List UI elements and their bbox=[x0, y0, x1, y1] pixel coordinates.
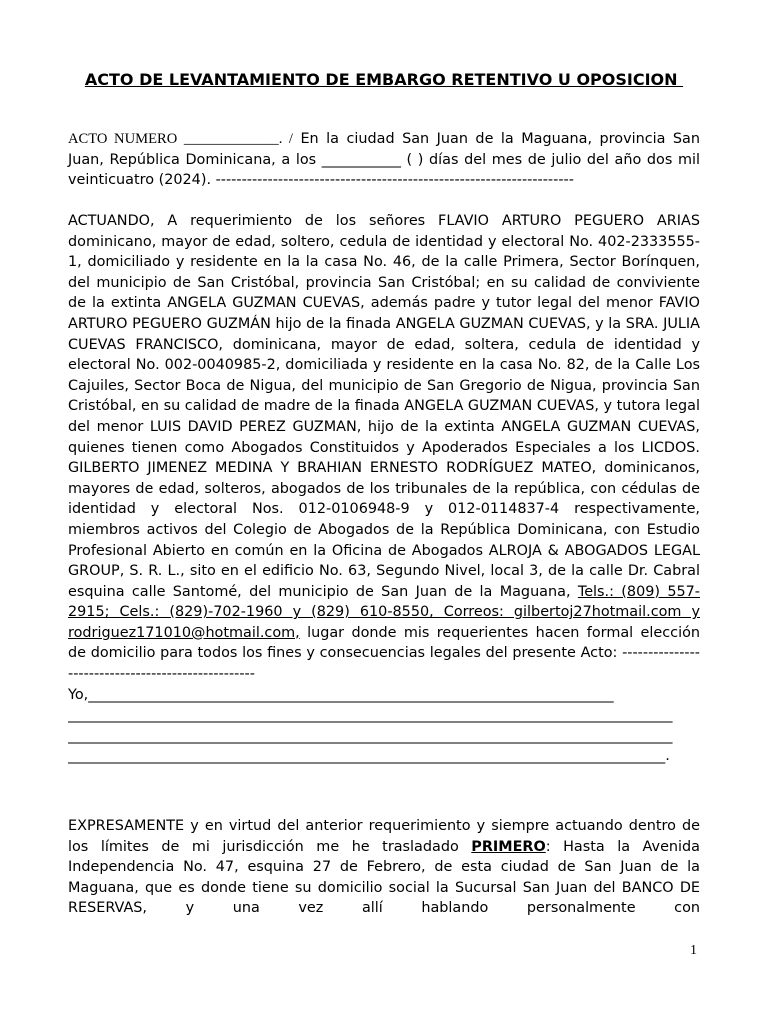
blank-line-3: ___________________________________________________________________________________. bbox=[68, 748, 670, 765]
paragraph-expresamente bbox=[68, 816, 700, 919]
paragraph-2-text-a: ACTUANDO, A requerimiento de los señores FLAVIO ARTURO PEGUERO ARIAS dominicano, mayor de edad, soltero, cedula de identidad y electoral No. 402-2333555-1, domiciliado y residente en la la casa No. 46, de la calle Primera, Sector Borínquen, del municipio de San Cristóbal, provincia San Cristóbal; en su calidad de conviviente de la extinta ANGELA GUZMAN CUEVAS, además padre y tutor legal del menor FAVIO ARTURO PEGUERO GUZMÁN hijo de la finada ANGELA GUZMAN CUEVAS, y la SRA. JULIA CUEVAS FRANCISCO, dominicana, mayor de edad, soltera, cedula de identidad y electoral No. 002-0040985-2, domiciliada y residente en la casa No. 82, de la Calle Los Cajuiles, Sector Boca de Nigua, del municipio de San Gregorio de Nigua, provincia San Cristóbal, en su calidad de madre de la finada ANGELA GUZMAN CUEVAS, y tutora legal del menor LUIS DAVID PEREZ GUZMAN, hijo de la extinta ANGELA GUZMAN CUEVAS, quienes tienen como Abogados Constituidos y Apoderados Especiales a los LICDOS. GILBERTO JIMENEZ MEDINA Y BRAHIAN ERNESTO RODRÍGUEZ MATEO, dominicanos, mayores de edad, solteros, abogados de los tribunales de la república, con cédulas de identidad y electoral Nos. 012-0106948-9 y 012-0114837-4 respectivamente, miembros activos del Colegio de Abogados de la República Dominicana, con Estudio Profesional Abierto en común en la Oficina de Abogados ALROJA & ABOGADOS LEGAL GROUP, S. R. L., sito en el edificio No. 63, Segundo Nivel, local 3, de la calle Dr. Cabral esquina calle Santomé, del municipio de San Juan de la Maguana, bbox=[68, 213, 700, 600]
paragraph-acto-numero bbox=[68, 129, 700, 191]
contact-info: Tels.: (809) 557-2915; Cels.: (829)-702-1960 y (829) 610-8550, Correos: gilbertoj27hotmail.com y rodriguez171010@hotmail.com, bbox=[68, 583, 700, 641]
yo-blank-line: Yo,_________________________________________________________________________ bbox=[68, 686, 614, 703]
blank-line-1: ____________________________________________________________________________________ bbox=[68, 707, 673, 724]
document-title: ACTO DE LEVANTAMIENTO DE EMBARGO RETENTIVO U OPOSICION bbox=[84, 70, 684, 89]
paragraph-actuando bbox=[68, 211, 700, 767]
primero-label: PRIMERO bbox=[471, 838, 546, 855]
paragraph-1-text: En la ciudad San Juan de la Maguana, provincia San Juan, República Dominicana, a los ___________ ( ) días del mes de julio del año dos mil veinticuatro (2024). --------------------------------------------------------------------- bbox=[68, 131, 701, 189]
paragraph-3-text-a: EXPRESAMENTE y en virtud del anterior requerimiento y siempre actuando dentro de los límites de mi jurisdicción me he trasladado bbox=[68, 818, 700, 855]
paragraph-2-text-b: lugar donde mis requerientes hacen formal elección de domicilio para todos los fines y consecuencias legales del presente Acto: --------------------------------------------------- bbox=[68, 624, 700, 683]
blank-line-2: ____________________________________________________________________________________ bbox=[68, 727, 673, 744]
acto-numero-label: ACTO NUMERO _____________. / bbox=[68, 131, 293, 147]
paragraph-3-text-b: : Hasta la Avenida Independencia No. 47, esquina 27 de Febrero, de esta ciudad de San Juan de la Maguana, que es donde tiene su domicilio social la Sucursal San Juan del BANCO DE RESERVAS, y una vez allí hablando personalmente con bbox=[68, 838, 700, 917]
page-number: 1 bbox=[690, 943, 697, 958]
